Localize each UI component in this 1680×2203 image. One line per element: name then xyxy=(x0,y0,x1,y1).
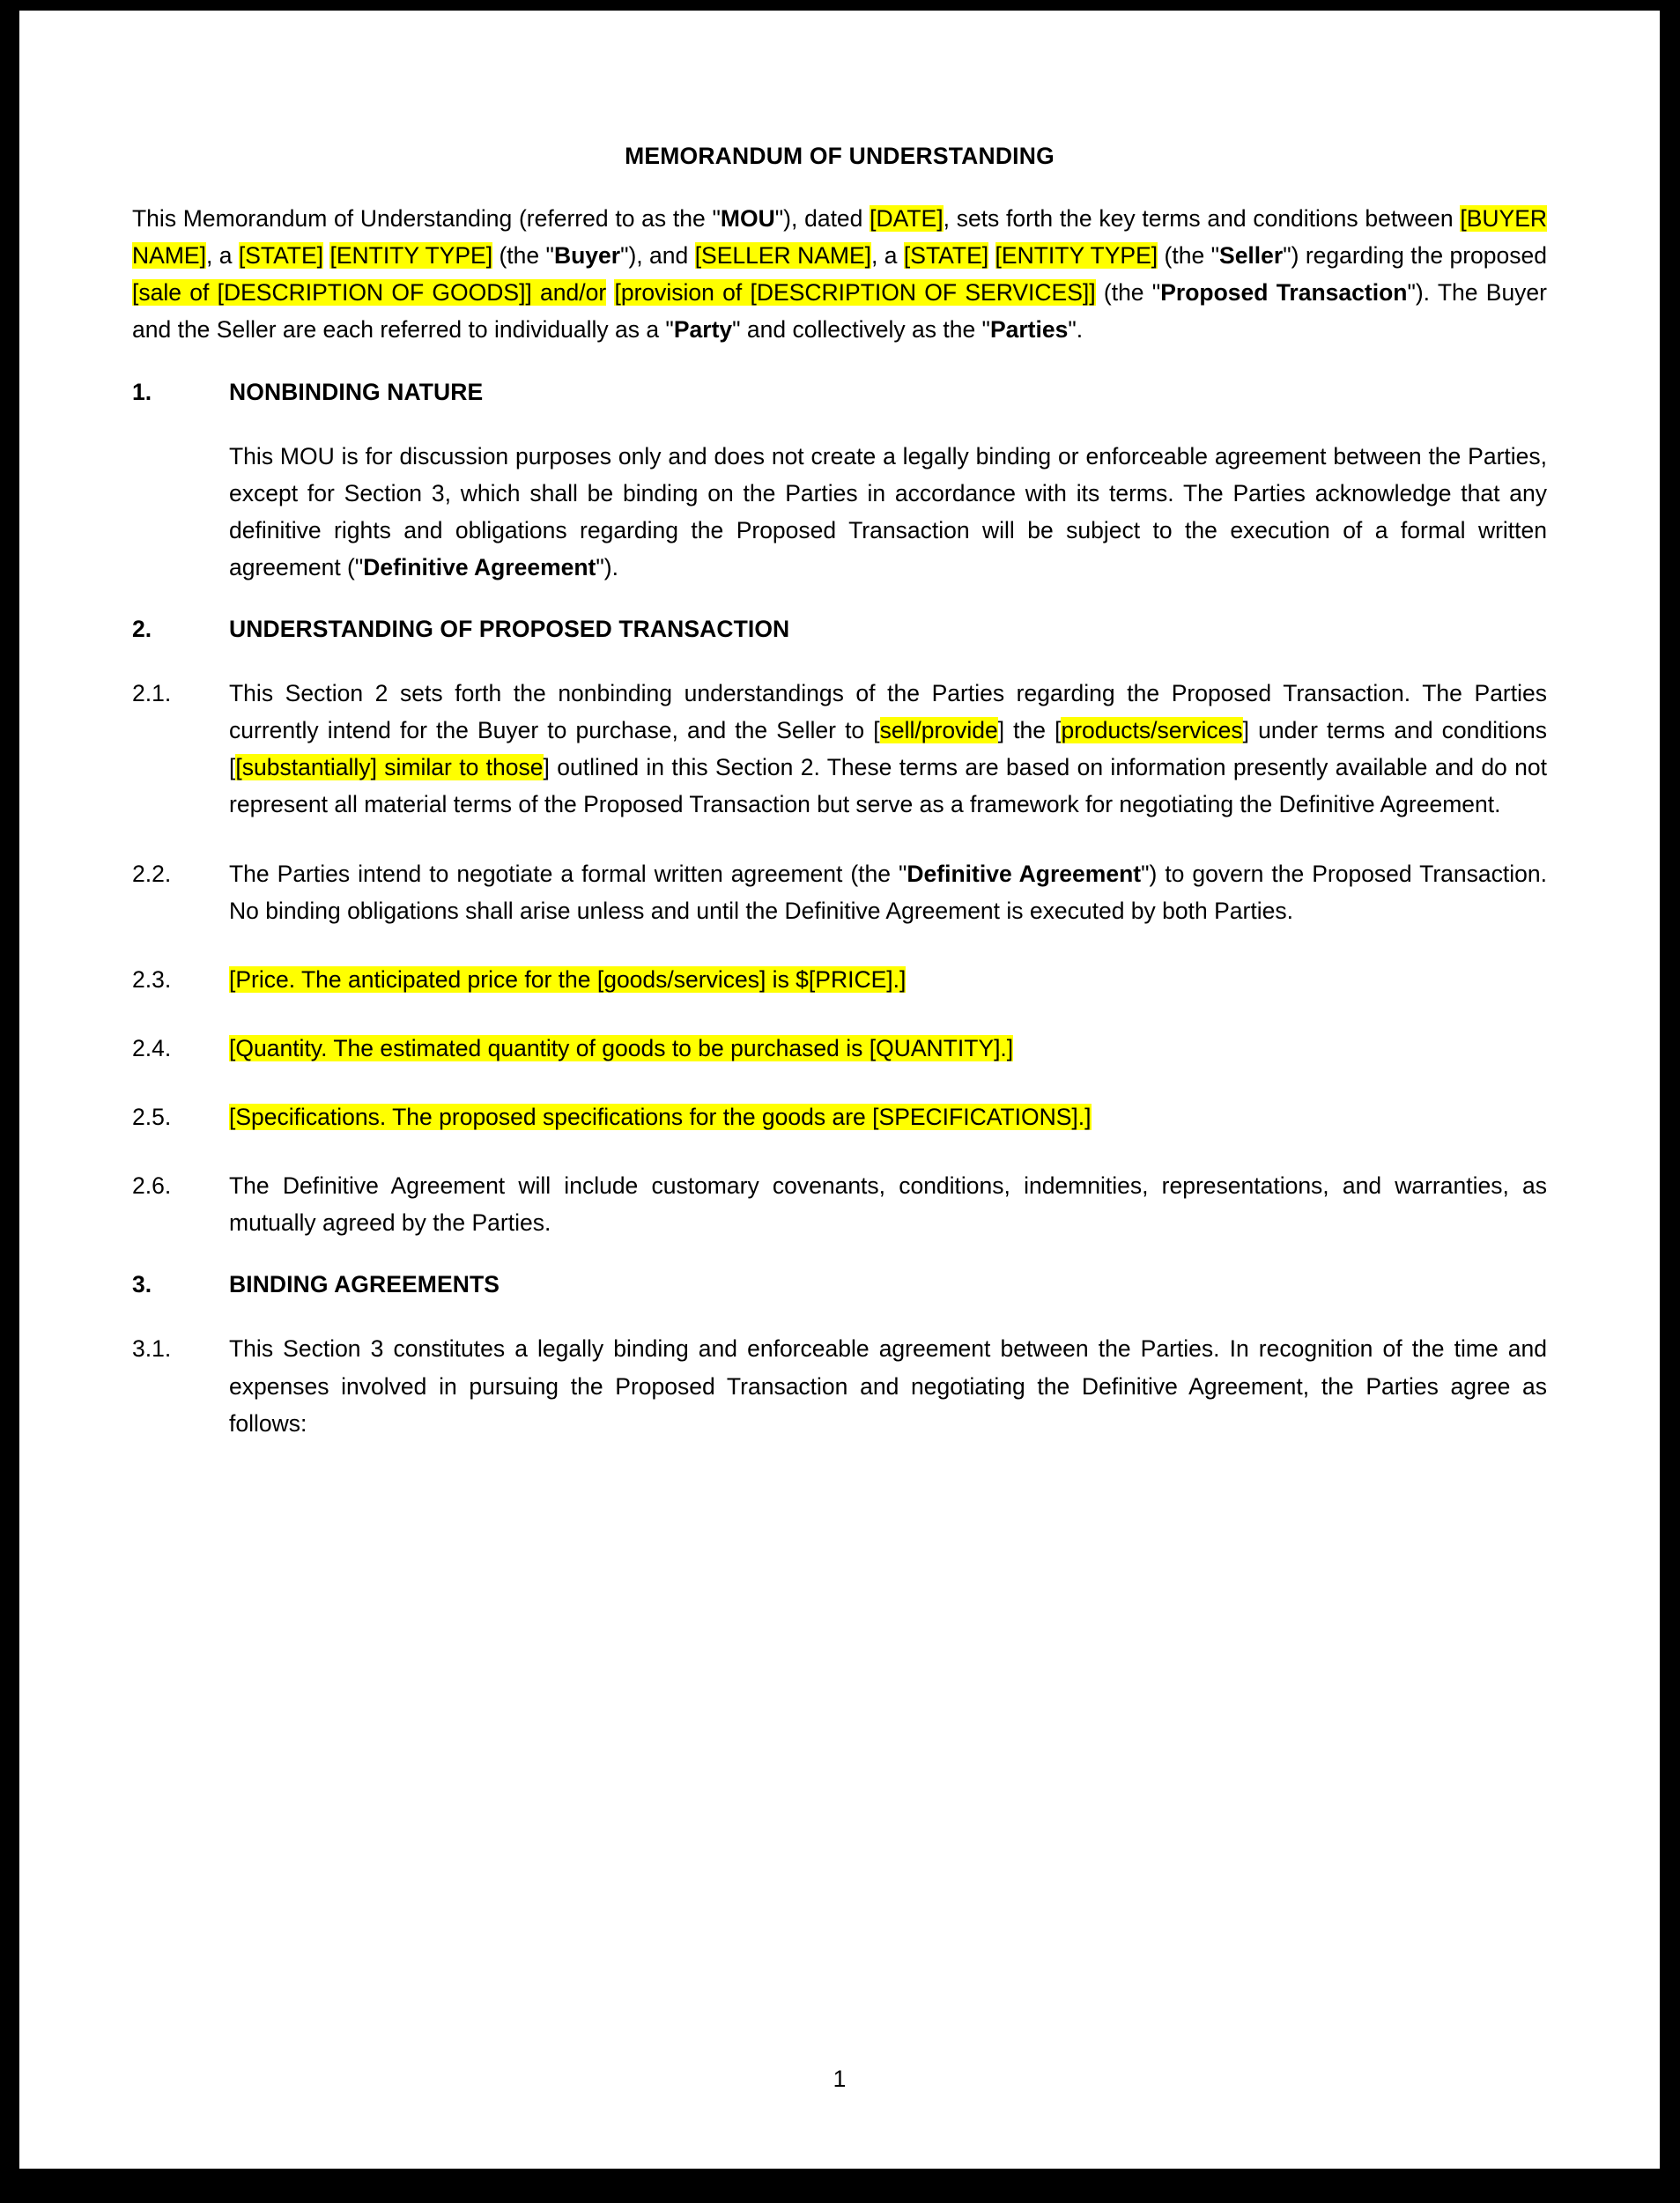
entity-type-placeholder-2: [ENTITY TYPE] xyxy=(995,242,1158,270)
clause-text: This Section 3 constitutes a legally binding and enforceable agreement between the Parties. In recognition of the time and expenses involved in pursuing the Proposed Transaction and negotiating the Definitive Agreement, the Parties agree as follows: xyxy=(229,1335,1547,1437)
clause-2-5 xyxy=(132,1098,1547,1135)
page-number: 1 xyxy=(833,2066,847,2092)
party-defined-term: Party xyxy=(673,316,733,344)
clause-3-1 xyxy=(132,1330,1547,1441)
section-heading-2 xyxy=(132,616,1547,643)
section-number: 3. xyxy=(132,1271,152,1298)
clause-number: 3.1. xyxy=(132,1335,172,1363)
products-services-placeholder: products/services xyxy=(1061,717,1243,744)
clause-number: 2.4. xyxy=(132,1034,172,1061)
buyer-name-placeholder: [BUYER NAME] xyxy=(132,205,1548,270)
intro-text-m: ". xyxy=(1068,316,1084,344)
date-placeholder: [DATE] xyxy=(870,205,944,232)
clause-number: 2.6. xyxy=(132,1172,172,1200)
intro-text-c: , sets forth the key terms and conditions between xyxy=(943,205,1461,232)
clause-2-1-text-c: ] under terms and conditions [ xyxy=(229,717,1547,781)
clause-2-2-text-a: The Parties intend to negotiate a formal written agreement (the " xyxy=(229,860,907,887)
clause-text xyxy=(229,1098,1547,1135)
intro-text-f: "), and xyxy=(620,242,695,270)
intro-text-j: (the " xyxy=(1095,279,1161,307)
clause-2-1 xyxy=(132,675,1547,824)
intro-text-e: (the " xyxy=(492,242,554,270)
clause-number: 2.3. xyxy=(132,965,172,993)
clause-2-2-text-b: ") to govern the Proposed Transaction. No binding obligations shall arise unless and until the Definitive Agreement is executed by both Parties. xyxy=(229,860,1547,924)
definitive-agreement-defined-term: Definitive Agreement xyxy=(363,553,596,580)
clause-text xyxy=(229,961,1547,998)
section-1-body xyxy=(132,438,1547,587)
clause-2-6 xyxy=(132,1167,1547,1241)
intro-text-l: " and collectively as the " xyxy=(732,316,990,344)
sell-provide-placeholder: sell/provide xyxy=(879,717,998,744)
clause-2-2 xyxy=(132,855,1547,929)
intro-text-i: ") regarding the proposed xyxy=(1283,242,1547,270)
clause-2-1-text-b: ] the [ xyxy=(997,717,1062,744)
section-number: 1. xyxy=(132,378,152,405)
section-title: UNDERSTANDING OF PROPOSED TRANSACTION xyxy=(229,616,790,642)
proposed-transaction-defined-term: Proposed Transaction xyxy=(1160,279,1408,307)
substantially-similar-placeholder: [substantially] similar to those xyxy=(235,754,544,781)
section-heading-3 xyxy=(132,1271,1547,1298)
intro-text-h: (the " xyxy=(1158,242,1220,270)
state-placeholder-1: [STATE] xyxy=(238,242,324,270)
page-content xyxy=(19,11,1660,2169)
state-placeholder-2: [STATE] xyxy=(903,242,989,270)
intro-text-a: This Memorandum of Understanding (referred to as the " xyxy=(132,205,721,232)
seller-defined-term: Seller xyxy=(1219,242,1284,270)
parties-defined-term: Parties xyxy=(989,316,1069,344)
section-heading-1 xyxy=(132,379,1547,406)
buyer-defined-term: Buyer xyxy=(553,242,621,270)
entity-type-placeholder-1: [ENTITY TYPE] xyxy=(329,242,493,270)
clause-text xyxy=(229,855,1547,929)
section-title: NONBINDING NATURE xyxy=(229,378,484,405)
goods-description-placeholder: [sale of [DESCRIPTION OF GOODS]] and/or xyxy=(132,279,607,307)
clause-2-1-text-a: This Section 2 sets forth the nonbinding understandings of the Parties regarding the Proposed Transaction. The Parties currently intend for the Buyer to purchase, and the Seller to xyxy=(229,680,1547,744)
clause-number: 2.2. xyxy=(132,860,172,887)
clause-text: This Section 2 sets forth the nonbinding understandings of the Parties regarding the Proposed Transaction. The Parties currently intend for the Buyer to purchase, and the Seller to [sell/provide] the [products/services] under terms and conditions [[substantially] similar to those] outlined in this Section 2. These terms are based on information presently available and do not represent all material terms of the Proposed Transaction but serve as a framework for negotiating the Definitive Agreement. xyxy=(229,680,1547,818)
intro-text-d: , a xyxy=(205,242,239,270)
intro-paragraph xyxy=(132,200,1547,349)
clause-2-1-text-d: ] outlined in this Section 2. These terms are based on information presently available and do not represent all material terms of the Proposed Transaction but serve as a framework for negotiating the Definitive Agreement. xyxy=(229,754,1547,818)
clause-2-3 xyxy=(132,961,1547,998)
section-1-body-text-b: "). xyxy=(596,553,618,580)
clause-text xyxy=(229,1030,1547,1067)
document-page xyxy=(19,11,1660,2169)
clause-number: 2.1. xyxy=(132,680,172,706)
intro-text-k: "). The Buyer and the Seller are each referred to individually as a " xyxy=(132,279,1547,344)
section-1-body-text-a: This MOU is for discussion purposes only and does not create a legally binding or enforceable agreement between the Parties, except for Section 3, which shall be binding on the Parties in accordance with its terms. The Parties acknowledge that any definitive rights and obligations regarding the Proposed Transaction will be subject to the execution of a formal written agreement (" xyxy=(229,442,1547,580)
definitive-agreement-defined-term: Definitive Agreement xyxy=(907,860,1142,887)
intro-text-b: "), dated xyxy=(774,205,870,232)
specifications-placeholder: [Specifications. The proposed specifications for the goods are [SPECIFICATIONS].] xyxy=(229,1104,1092,1130)
quantity-placeholder: [Quantity. The estimated quantity of goods to be purchased is [QUANTITY].] xyxy=(229,1034,1014,1061)
intro-text-g: , a xyxy=(871,242,904,270)
services-description-placeholder: [provision of [DESCRIPTION OF SERVICES]] xyxy=(614,279,1096,307)
page-title: MEMORANDUM OF UNDERSTANDING xyxy=(625,143,1055,169)
section-title: BINDING AGREEMENTS xyxy=(229,1271,500,1298)
clause-2-4 xyxy=(132,1030,1547,1067)
mou-defined-term: MOU xyxy=(720,205,775,232)
price-placeholder: [Price. The anticipated price for the [goods/services] is $[PRICE].] xyxy=(229,965,907,993)
section-number: 2. xyxy=(132,616,152,642)
clause-text: The Definitive Agreement will include customary covenants, conditions, indemnities, representations, and warranties, as mutually agreed by the Parties. xyxy=(229,1172,1547,1237)
seller-name-placeholder: [SELLER NAME] xyxy=(694,242,872,270)
clause-number: 2.5. xyxy=(132,1104,172,1130)
